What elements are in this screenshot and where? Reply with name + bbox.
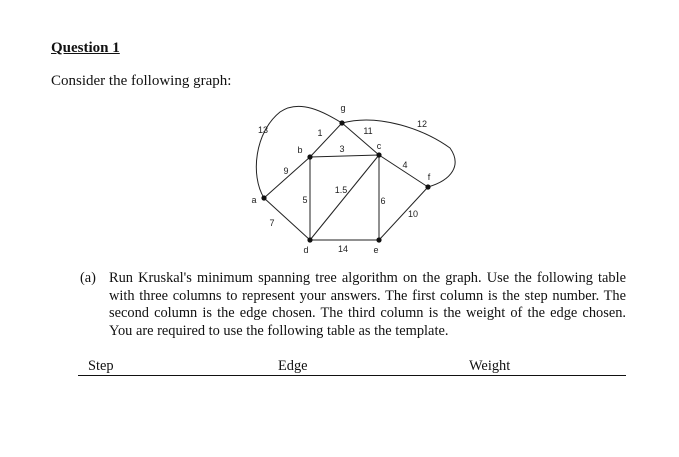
question-a: [81, 270, 626, 340]
vertex-g: [339, 120, 344, 125]
edge-d-c: [310, 155, 379, 240]
vertex-label-a: a: [251, 195, 257, 205]
column-header-step: Step: [88, 358, 114, 374]
edge-g-c: [342, 123, 379, 155]
intro-text: Consider the following graph:: [51, 73, 232, 89]
edge-a-b: [264, 157, 310, 198]
edge-weight-a-b: 9: [283, 166, 289, 176]
vertex-label-e: e: [373, 245, 379, 255]
column-header-edge: Edge: [278, 358, 308, 374]
vertex-label-g: g: [340, 103, 346, 113]
vertex-e: [376, 237, 381, 242]
question-heading: Question 1: [51, 40, 120, 56]
edge-weight-a-g: 13: [257, 125, 269, 135]
edge-weight-g-f: 12: [416, 119, 428, 129]
vertex-a: [261, 195, 266, 200]
edge-weight-d-c: 1.5: [334, 185, 348, 195]
edge-weight-b-c: 3: [339, 144, 345, 154]
vertex-b: [307, 154, 312, 159]
column-header-weight: Weight: [469, 358, 511, 374]
question-a-text: Run Kruskal's minimum spanning tree algorithm on the graph. Use the following table with three columns to represent your answers. The first column is the step number. The second column is the edge chosen. The third column is the weight of the edge chosen. You are required to use the following table as the template.: [109, 270, 626, 339]
edge-g-f: [342, 120, 455, 187]
edge-weight-a-d: 7: [269, 218, 275, 228]
vertex-d: [307, 237, 312, 242]
vertex-label-b: b: [297, 145, 303, 155]
answer-table-header: [78, 358, 626, 376]
vertex-f: [425, 184, 430, 189]
edge-weight-e-f: 10: [407, 209, 419, 219]
edge-weight-g-c: 11: [363, 126, 373, 136]
vertex-label-c: c: [376, 141, 382, 151]
edge-b-g: [310, 123, 345, 157]
vertex-label-d: d: [303, 245, 309, 255]
edge-weight-d-e: 14: [337, 244, 349, 254]
graph-vertices: [261, 120, 430, 242]
edge-weight-c-e: 6: [380, 196, 386, 206]
vertex-label-f: f: [427, 172, 431, 182]
edge-weight-b-g: 1: [317, 128, 323, 138]
question-a-label: (a): [80, 270, 96, 286]
vertex-c: [376, 152, 381, 157]
edge-weight-c-f: 4: [402, 160, 408, 170]
edge-e-f: [379, 187, 428, 240]
edge-b-c: [310, 155, 379, 157]
edge-weight-b-d: 5: [302, 195, 308, 205]
